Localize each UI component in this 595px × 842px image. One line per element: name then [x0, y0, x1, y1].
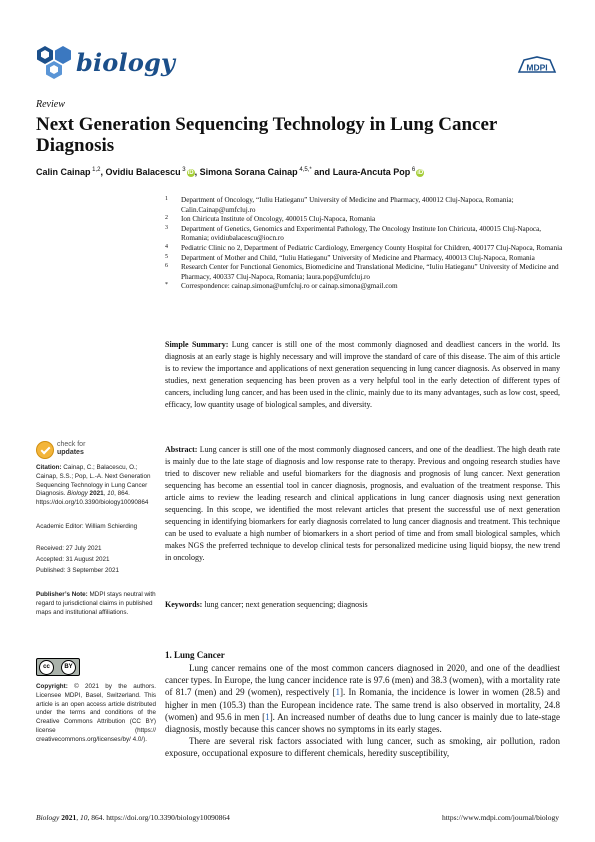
check-line1: check for: [57, 441, 86, 448]
author-affiliation-marker: 6: [410, 167, 416, 173]
paragraph-1: Lung cancer remains one of the most common cancers diagnosed in 2020, and one of the deadliest cancer types. In Europe, the lung cancer incidence rate is 97.6 (men) and 38.3 (women), with a mortality rate of 81.7 (men) and 29 (women), respectively [1]. In Romania, the incidence is lower in women (28.5) and higher in men (105.3) than the European incidence rate. The same trend is also observed in mortality, 24.8 (women) and 95.6 in men [1]. An increased number of deaths due to lung cancer is mainly due to late-stage diagnosis, mostly because this cancer shows no symptoms in its early stages.: [165, 663, 561, 735]
article-type: Review: [36, 99, 65, 110]
abstract: [165, 444, 560, 564]
affiliation-item: [165, 263, 565, 282]
affiliation-number: 4: [165, 243, 168, 250]
simple-summary: [165, 339, 560, 411]
author-name: Ovidiu Balacescu: [105, 167, 181, 177]
affiliation-text: Research Center for Functional Genomics, Biomedicine and Translational Medicine, “Iuliu Hatieganu” University of Medicine and Pharmacy, 400337 Cluj-Napoca, Romania; laura.pop@umfcluj.ro: [181, 263, 559, 281]
reference-link[interactable]: 1: [335, 687, 341, 698]
accepted-date: Accepted: 31 August 2021: [36, 556, 110, 563]
author-name: Laura-Ancuta Pop: [332, 167, 411, 177]
journal-logo-icon: [36, 44, 72, 80]
affiliation-text: Ion Chiricuta Institute of Oncology, 400015 Cluj-Napoca, Romania: [181, 215, 376, 224]
mdpi-logo-icon: [516, 56, 558, 76]
footer-journal-url[interactable]: https://www.mdpi.com/journal/biology: [441, 813, 559, 822]
abstract-text: Lung cancer is still one of the most commonly diagnosed cancers, and one of the deadliest. The high death rate is mainly due to the late stage of diagnosis and low response rate to therapy. Previous and ongoing research studies have tried to discover new reliable and useful biomarkers for the diagnosis and prognosis of lung cancer. Next generation sequencing has become an essential tool in cancer diagnosis, prognosis, and evaluation of the treatment response. This article aims to review the leading research and clinical applications in lung cancer diagnosis using next generation sequencing. In this scope, we identified the most relevant articles that present the successful use of next generation sequencing in identifying biomarkers for early diagnosis correlated to lung cancer diagnosis and treatment. This technique can be used to evaluate a high number of biomarkers in a short period of time and from small biological samples, which makes NGS the preferred technique to develop clinical tests for personalized medicine using liquid biopsy, the new trend in oncology.: [165, 445, 560, 562]
academic-editor: Academic Editor: William Schierding: [36, 523, 138, 530]
cc-by-license-icon[interactable]: [36, 658, 80, 676]
section-title: 1. Lung Cancer: [165, 650, 225, 660]
check-for-updates[interactable]: [36, 439, 156, 461]
affiliation-number: *: [165, 282, 168, 289]
affiliation-text: Department of Oncology, “Iuliu Hatieganu” University of Medicine and Pharmacy, 400012 Cluj-Napoca, Romania; Calin.Cainap@umfcluj.ro: [181, 196, 514, 214]
affiliation-item: [165, 225, 565, 244]
mdpi-logo-text: MDPI: [526, 62, 548, 73]
simple-summary-text: Lung cancer is still one of the most commonly diagnosed and deadliest cancers in the world. Its diagnosis at an early stage is highly necessary and will improve the standard of care of this disease. The aim of this article is to review the importance and applications of next generation sequencing in lung cancer diagnosis. As observed in many studies, next generation sequencing has been proven as a very helpful tool in the early detection of different types of cancers, including lung cancer, and has been used in the clinic, mainly due to its many advantages, such as low cost, speed, efficacy, low quantity usage of biological samples, and diversity.: [165, 340, 561, 409]
paragraph-2: There are several risk factors associated with lung cancer, such as smoking, air pollution, radon exposure, occupational exposure to different chemicals, heredity susceptibility,: [165, 736, 560, 759]
affiliation-number: 5: [165, 253, 168, 260]
affiliation-number: 3: [165, 224, 168, 231]
affiliation-text: Correspondence: cainap.simona@umfcluj.ro or cainap.simona@gmail.com: [181, 282, 398, 291]
affiliation-text: Department of Genetics, Genomics and Experimental Pathology, The Oncology Institute Ion Chiricuta, 400015 Cluj-Napoca, Romania; ovidiubalacescu@iocn.ro: [181, 224, 542, 243]
orcid-icon[interactable]: iD: [187, 169, 194, 176]
by-icon: BY: [61, 660, 76, 675]
affiliation-text: Department of Mother and Child, “Iuliu Hatieganu” University of Medicine and Pharmacy, 400013 Cluj-Napoca, Romania: [181, 253, 535, 262]
article-title: Next Generation Sequencing Technology in Lung Cancer Diagnosis: [36, 114, 497, 156]
author-affiliation-marker: 3: [180, 167, 186, 173]
affiliation-item: [165, 196, 565, 215]
keywords-label: Keywords:: [165, 600, 203, 609]
author-affiliation-marker: 4,5,*: [297, 167, 312, 173]
author-list: Calin Cainap $^{1,2}$, Ovidiu Balacescu $^3$ iD, Simona Sorana Cainap $^{4,5,*}$ and Laura-Ancuta Pop $^6$ iD: [36, 167, 424, 177]
citation: Citation: Cainap, C.; Balacescu, O.; Cainap, S.S.; Pop, L.-A. Next Generation Sequencing Technology in Lung Cancer Diagnosis. Biology 2021, 10, 864. https://doi.org/10.3390/biology10090864: [36, 464, 151, 507]
affiliation-item: [165, 215, 565, 225]
affiliation-number: 1: [165, 196, 168, 202]
published-date: Published: 3 September 2021: [36, 567, 119, 574]
footer-citation: Biology 2021, 10, 864. https://doi.org/10.3390/biology10090864: [36, 813, 230, 822]
affiliation-item: [165, 282, 565, 292]
author-name: Simona Sorana Cainap: [199, 167, 298, 177]
check-line2: updates: [57, 449, 84, 456]
copyright: Copyright: © 2021 by the authors. Licensee MDPI, Basel, Switzerland. This article is an open access article distributed under the terms and conditions of the Creative Commons Attribution (CC BY) license (https:// creativecommons.org/licenses/by/ 4.0/).: [36, 683, 156, 743]
author-affiliation-marker: 1,2: [90, 167, 101, 173]
cc-icon: cc: [39, 660, 54, 675]
affiliation-item: [165, 244, 565, 254]
orcid-icon[interactable]: iD: [417, 169, 424, 176]
section-body: [165, 662, 560, 760]
affiliation-number: 2: [165, 215, 168, 222]
received-date: Received: 27 July 2021: [36, 545, 102, 552]
affiliation-number: 6: [165, 263, 168, 270]
check-updates-icon: [36, 441, 54, 459]
author-name: Calin Cainap: [36, 167, 91, 177]
reference-link[interactable]: 1: [265, 711, 270, 722]
affiliation-item: [165, 254, 565, 264]
simple-summary-label: Simple Summary:: [165, 340, 229, 349]
abstract-label: Abstract:: [165, 445, 198, 454]
journal-name: biology: [76, 48, 176, 77]
affiliation-text: Pediatric Clinic no 2, Department of Pediatric Cardiology, Emergency County Hospital for Children, 400177 Cluj-Napoca, Romania: [181, 243, 563, 252]
keywords: [165, 599, 560, 611]
publishers-note: Publisher’s Note: MDPI stays neutral with regard to jurisdictional claims in published maps and institutional affiliations.: [36, 591, 156, 616]
affiliations: [165, 196, 565, 292]
keywords-text: lung cancer; next generation sequencing; diagnosis: [202, 600, 368, 609]
